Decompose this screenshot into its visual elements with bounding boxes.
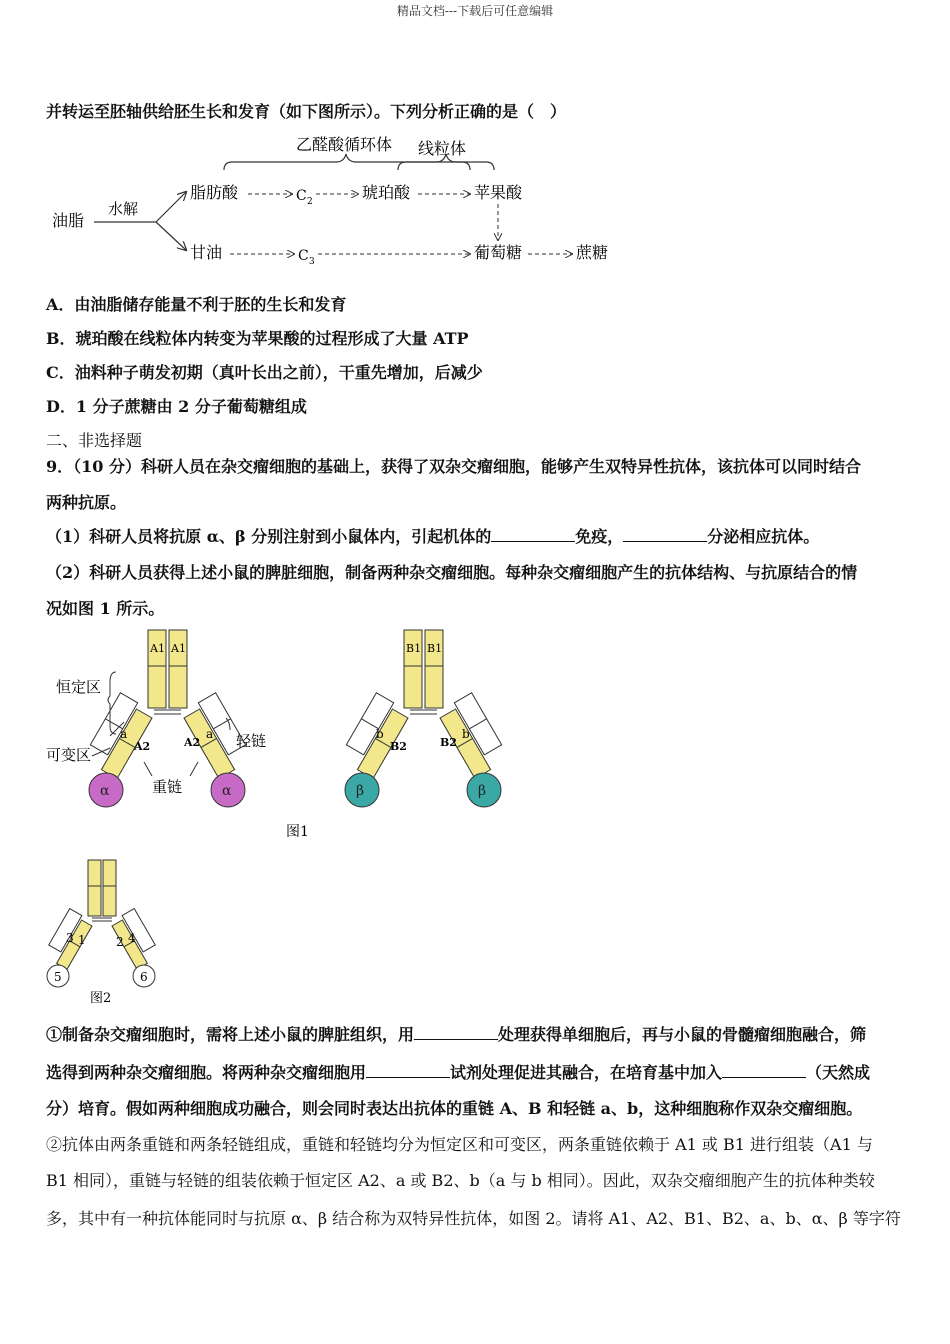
svg-text:b: b [462, 727, 470, 741]
svg-text:2: 2 [116, 935, 124, 949]
label-fatty-acid: 脂肪酸 [190, 183, 239, 202]
svg-text:B2: B2 [440, 736, 457, 749]
label-c2: C [296, 188, 307, 204]
part2-line1: ②抗体由两条重链和两条轻链组成，重链和轻链均分为恒定区和可变区，两条重链依赖于 A1 或 B1 进行组装（A1 与 [46, 1135, 873, 1154]
svg-text:A2: A2 [184, 736, 201, 749]
svg-text:A1: A1 [171, 642, 186, 655]
figure-2-bispecific-antibody [40, 856, 180, 1006]
answer-blank[interactable] [366, 1062, 450, 1078]
part1-line2: 选得到两种杂交瘤细胞。将两种杂交瘤细胞用 试剂处理促进其融合，在培育基中加入 （天然成 [46, 1063, 871, 1082]
label-light-chain: 轻链 [236, 732, 267, 750]
part2-line3: 多，其中有一种抗体能同时与抗原 α、β 结合称为双特异性抗体，如图 2。请将 A1、A2、B1、B2、a、b、α、β 等字符 [46, 1209, 901, 1228]
label-glucose: 葡萄糖 [474, 243, 523, 262]
answer-blank[interactable] [623, 526, 707, 542]
svg-text:3: 3 [309, 257, 315, 267]
figure-1-antibodies [40, 626, 510, 846]
option-b: B．琥珀酸在线粒体内转变为苹果酸的过程形成了大量 ATP [46, 329, 469, 348]
svg-text:2: 2 [307, 197, 313, 207]
svg-text:1: 1 [78, 933, 86, 947]
label-mitochondria: 线粒体 [418, 139, 467, 158]
answer-blank[interactable] [491, 526, 575, 542]
q9-line2: 两种抗原。 [46, 493, 127, 512]
answer-blank[interactable] [722, 1062, 806, 1078]
label-variable-region: 可变区 [46, 746, 92, 764]
part1-line3: 分）培育。假如两种细胞成功融合，则会同时表达出抗体的重链 A、B 和轻链 a、b，这种细胞称作双杂交瘤细胞。 [46, 1099, 863, 1118]
antibody-b [338, 630, 509, 807]
figure-2-caption: 图2 [90, 991, 112, 1006]
section-title: 二、非选择题 [46, 431, 143, 450]
svg-text:A1: A1 [150, 642, 165, 655]
part2-line2: B1 相同），重链与轻链的组装依赖于恒定区 A2、a 或 B2、b（a 与 b 相同）。因此，双杂交瘤细胞产生的抗体种类较 [46, 1171, 875, 1190]
label-glycerol: 甘油 [190, 243, 223, 262]
svg-text:a: a [206, 727, 214, 741]
q9-line1: 9．（10 分）科研人员在杂交瘤细胞的基础上，获得了双杂交瘤细胞，能够产生双特异性抗体，该抗体可以同时结合 [46, 457, 861, 476]
label-glyoxysome: 乙醛酸循环体 [296, 135, 393, 154]
svg-text:B1: B1 [427, 642, 443, 655]
svg-text:α: α [222, 783, 232, 799]
label-heavy-chain: 重链 [152, 778, 183, 796]
label-malate: 苹果酸 [474, 183, 523, 202]
svg-text:4: 4 [128, 931, 136, 945]
svg-text:β: β [356, 783, 365, 799]
label-succinate: 琥珀酸 [362, 183, 411, 202]
q9-part2-line1: （2）科研人员获得上述小鼠的脾脏细胞，制备两种杂交瘤细胞。每种杂交瘤细胞产生的抗体结构、与抗原结合的情 [46, 563, 858, 582]
svg-text:5: 5 [54, 970, 62, 984]
part1-line1: ①制备杂交瘤细胞时，需将上述小鼠的脾脏组织，用 处理获得单细胞后，再与小鼠的骨髓瘤细胞融合，筛 [46, 1025, 867, 1044]
option-d: D．1 分子蔗糖由 2 分子葡萄糖组成 [46, 397, 307, 416]
svg-text:α: α [100, 783, 110, 799]
svg-text:a: a [120, 727, 128, 741]
svg-text:3: 3 [66, 931, 74, 945]
question-intro: 并转运至胚轴供给胚生长和发育（如下图所示）。下列分析正确的是（ ） [46, 102, 567, 121]
label-constant-region: 恒定区 [56, 678, 102, 696]
svg-text:b: b [376, 727, 384, 741]
label-sucrose: 蔗糖 [576, 243, 609, 262]
svg-text:6: 6 [140, 970, 148, 984]
antibody-a [46, 630, 266, 807]
figure-1-caption: 图1 [286, 824, 309, 840]
label-c3: C [298, 248, 309, 264]
option-a: A．由油脂储存能量不利于胚的生长和发育 [46, 295, 347, 314]
label-oil: 油脂 [52, 211, 85, 230]
svg-text:B2: B2 [390, 740, 407, 753]
q9-part2-line2: 况如图 1 所示。 [46, 599, 165, 618]
answer-blank[interactable] [414, 1024, 498, 1040]
svg-text:B1: B1 [406, 642, 422, 655]
page-header: 精品文档---下载后可任意编辑 [396, 4, 554, 18]
option-c: C．油料种子萌发初期（真叶长出之前），干重先增加，后减少 [46, 363, 483, 382]
q9-part1: （1）科研人员将抗原 α、β 分别注射到小鼠体内，引起机体的 免疫， 分泌相应抗体。 [46, 527, 820, 546]
svg-text:A2: A2 [134, 740, 151, 753]
metabolic-pathway-diagram [46, 132, 666, 272]
svg-text:β: β [478, 783, 487, 799]
label-hydrolysis: 水解 [108, 200, 139, 218]
